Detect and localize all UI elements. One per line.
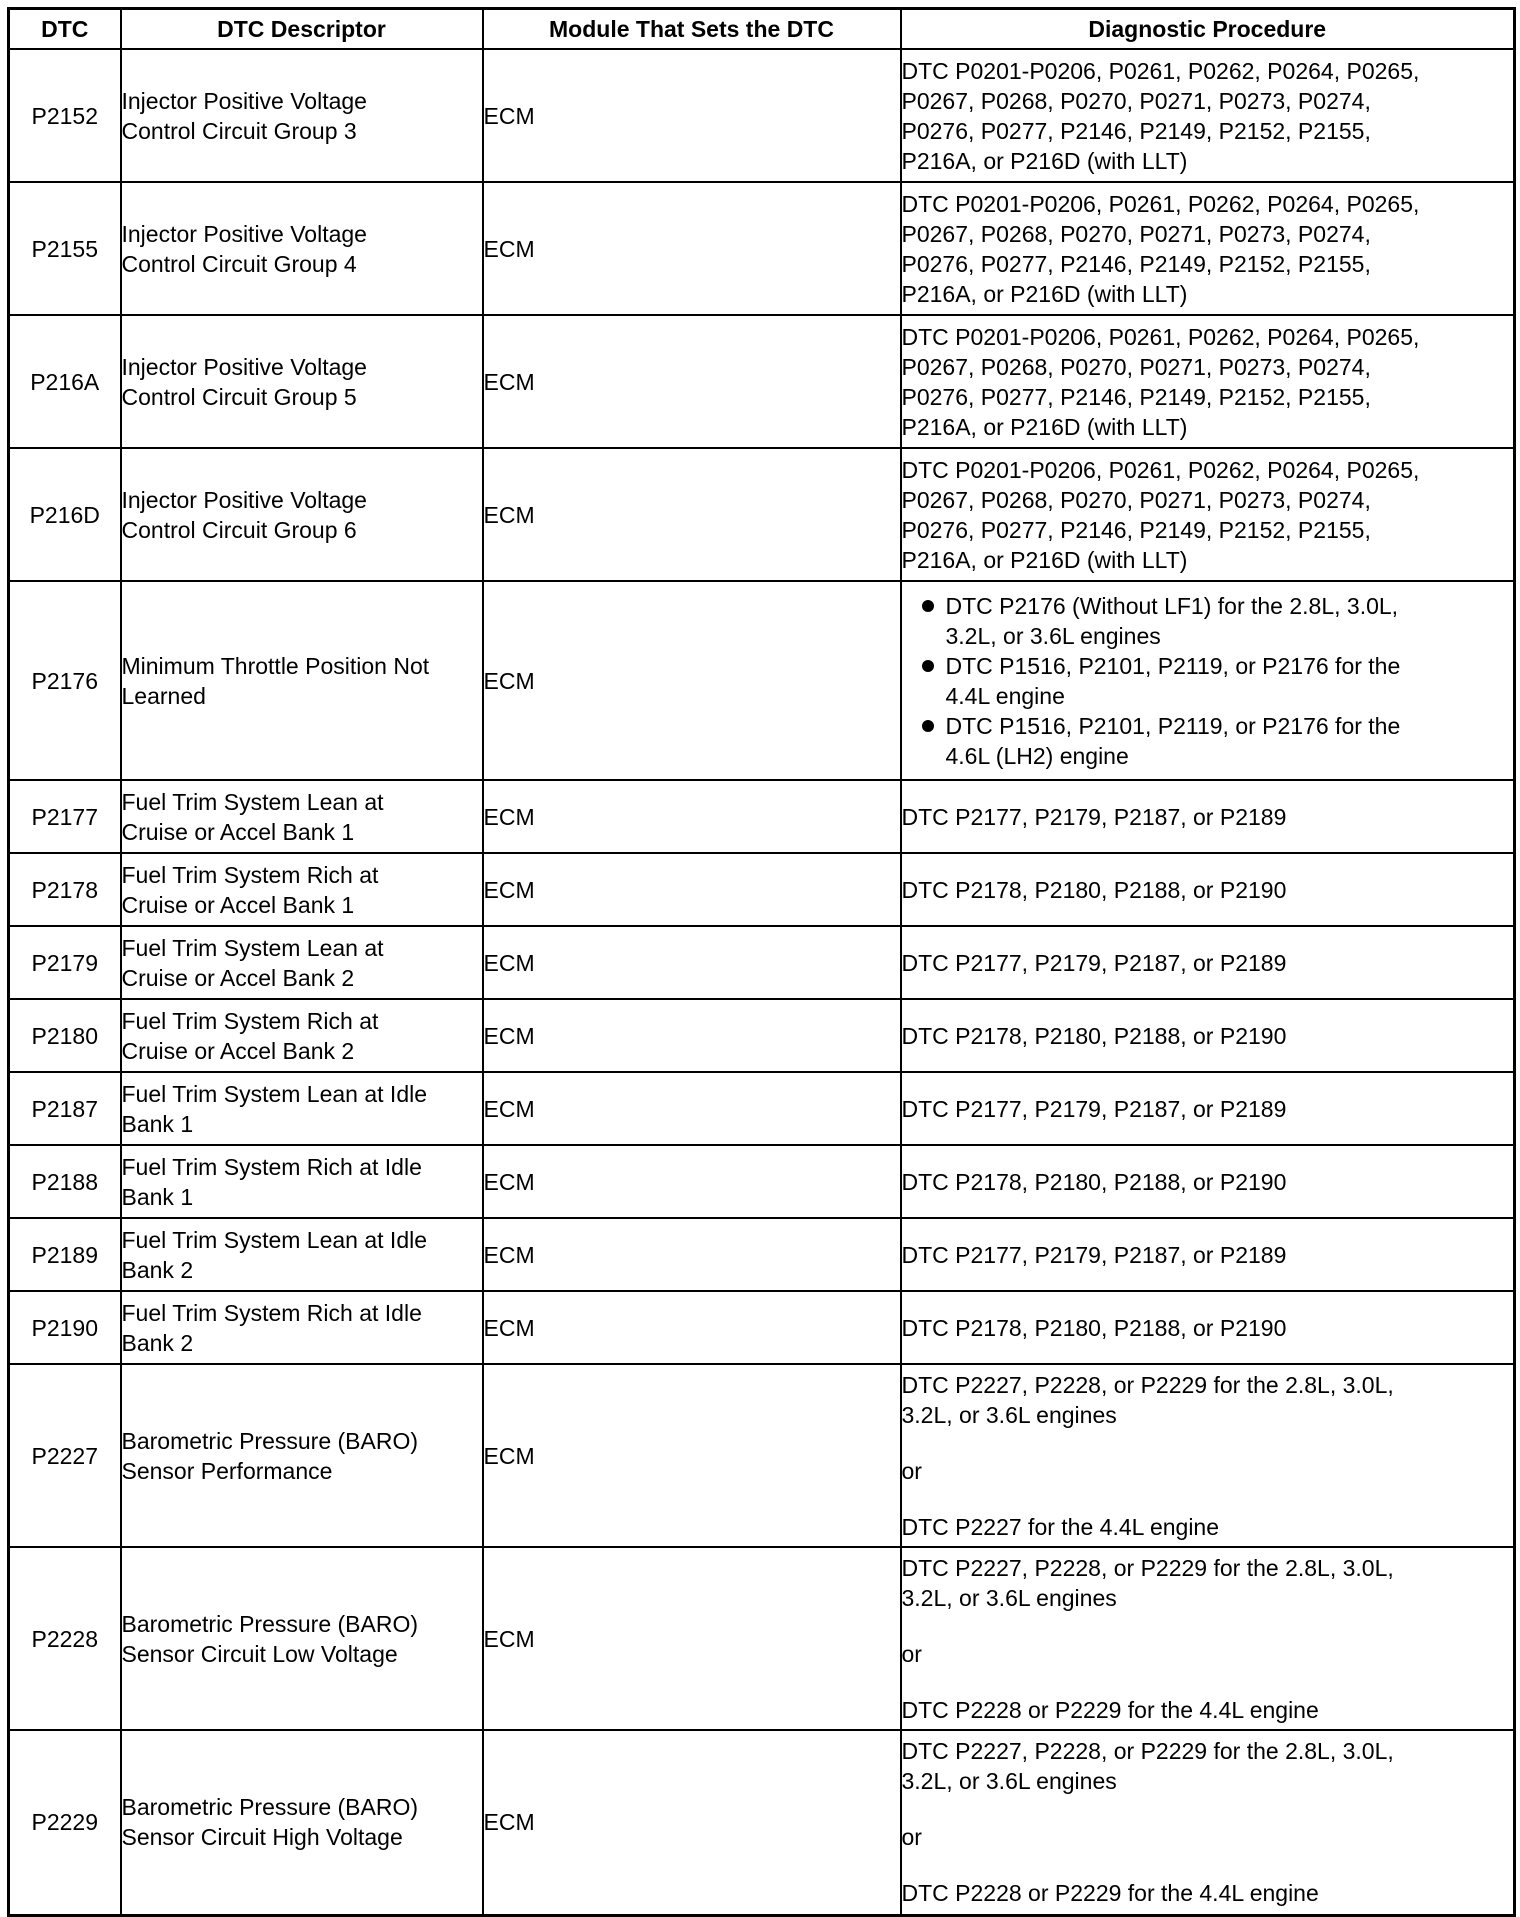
descriptor-line: Fuel Trim System Rich at	[121, 1007, 379, 1034]
dtc-code-cell: P2189	[9, 1218, 121, 1291]
dtc-code-cell: P2227	[9, 1364, 121, 1547]
table-row	[9, 999, 1515, 1072]
descriptor-line: Barometric Pressure (BARO)	[121, 1610, 419, 1637]
descriptor-cell	[121, 315, 483, 448]
table-row	[9, 1145, 1515, 1218]
module-cell: ECM	[483, 926, 901, 999]
procedure-line: DTC P2227, P2228, or P2229 for the 2.8L, 3.0L,	[901, 1738, 1394, 1765]
procedure-line: DTC P2227 for the 4.4L engine	[901, 1513, 1220, 1540]
procedure-line: P216A, or P216D (with LLT)	[901, 147, 1188, 174]
procedure-line: P0276, P0277, P2146, P2149, P2152, P2155,	[901, 516, 1371, 543]
procedure-line: or	[901, 1640, 922, 1667]
procedure-line: 4.4L engine	[945, 682, 1065, 709]
descriptor-cell	[121, 926, 483, 999]
descriptor-cell	[121, 49, 483, 182]
procedure-line: DTC P0201-P0206, P0261, P0262, P0264, P0265,	[901, 323, 1420, 350]
descriptor-line: Sensor Circuit High Voltage	[121, 1824, 403, 1851]
procedure-line: DTC P2176 (Without LF1) for the 2.8L, 3.0L,	[945, 592, 1399, 619]
procedure-cell	[901, 1072, 1515, 1145]
procedure-line: or	[901, 1824, 922, 1851]
module-cell: ECM	[483, 1364, 901, 1547]
dtc-code-cell: P216A	[9, 315, 121, 448]
table-row	[9, 853, 1515, 926]
module-cell: ECM	[483, 448, 901, 581]
table-row	[9, 581, 1515, 780]
procedure-line: DTC P2178, P2180, P2188, or P2190	[901, 876, 1287, 903]
dtc-code-cell: P2187	[9, 1072, 121, 1145]
descriptor-cell	[121, 448, 483, 581]
table-header-row	[9, 9, 1515, 50]
procedure-line: P216A, or P216D (with LLT)	[901, 413, 1188, 440]
procedure-line: DTC P2227, P2228, or P2229 for the 2.8L, 3.0L,	[901, 1554, 1394, 1581]
dtc-code-cell: P2178	[9, 853, 121, 926]
descriptor-line: Fuel Trim System Rich at Idle	[121, 1153, 422, 1180]
procedure-bullet-item	[902, 651, 1514, 711]
procedure-bullet-item	[902, 711, 1514, 771]
module-cell: ECM	[483, 1072, 901, 1145]
procedure-line: 3.2L, or 3.6L engines	[901, 1401, 1117, 1428]
table-row	[9, 1730, 1515, 1915]
procedure-line: DTC P2228 or P2229 for the 4.4L engine	[901, 1696, 1319, 1723]
paragraph-gap	[902, 1852, 1514, 1878]
procedure-line: DTC P0201-P0206, P0261, P0262, P0264, P0265,	[901, 456, 1420, 483]
procedure-line: P0267, P0268, P0270, P0271, P0273, P0274,	[901, 220, 1371, 247]
procedure-cell	[901, 926, 1515, 999]
procedure-cell	[901, 999, 1515, 1072]
procedure-line: DTC P2227, P2228, or P2229 for the 2.8L, 3.0L,	[901, 1371, 1394, 1398]
table-row	[9, 182, 1515, 315]
dtc-table	[7, 7, 1516, 1917]
bullet-dot-icon	[922, 660, 934, 672]
procedure-line: DTC P0201-P0206, P0261, P0262, P0264, P0265,	[901, 190, 1420, 217]
table-row	[9, 1072, 1515, 1145]
descriptor-line: Injector Positive Voltage	[121, 220, 367, 247]
descriptor-line: Injector Positive Voltage	[121, 486, 367, 513]
descriptor-cell	[121, 581, 483, 780]
descriptor-line: Learned	[121, 682, 206, 709]
procedure-line: DTC P2228 or P2229 for the 4.4L engine	[901, 1880, 1319, 1907]
module-cell: ECM	[483, 1291, 901, 1364]
procedure-cell	[901, 1145, 1515, 1218]
descriptor-line: Bank 2	[121, 1256, 194, 1283]
table-row	[9, 780, 1515, 853]
paragraph-gap	[902, 1796, 1514, 1822]
descriptor-line: Fuel Trim System Lean at	[121, 934, 384, 961]
procedure-cell	[901, 780, 1515, 853]
descriptor-line: Control Circuit Group 4	[121, 250, 357, 277]
header-dtc: DTC	[9, 9, 121, 50]
procedure-bullet-item	[902, 591, 1514, 651]
table-body	[9, 49, 1515, 1915]
dtc-code-cell: P2188	[9, 1145, 121, 1218]
dtc-code-cell: P2176	[9, 581, 121, 780]
procedure-line: DTC P2177, P2179, P2187, or P2189	[901, 1095, 1287, 1122]
table-row	[9, 1291, 1515, 1364]
procedure-line: P0267, P0268, P0270, P0271, P0273, P0274,	[901, 87, 1371, 114]
procedure-cell	[901, 182, 1515, 315]
descriptor-cell	[121, 1072, 483, 1145]
dtc-code-cell: P2155	[9, 182, 121, 315]
descriptor-line: Barometric Pressure (BARO)	[121, 1427, 419, 1454]
table-row	[9, 1547, 1515, 1730]
dtc-code-cell: P2190	[9, 1291, 121, 1364]
paragraph-gap	[902, 1486, 1514, 1512]
procedure-cell	[901, 1364, 1515, 1547]
dtc-code-cell: P2229	[9, 1730, 121, 1915]
procedure-line: DTC P2177, P2179, P2187, or P2189	[901, 803, 1287, 830]
procedure-line: P216A, or P216D (with LLT)	[901, 546, 1188, 573]
procedure-line: DTC P1516, P2101, P2119, or P2176 for the	[945, 652, 1401, 679]
dtc-code-cell: P2152	[9, 49, 121, 182]
descriptor-line: Bank 2	[121, 1329, 194, 1356]
descriptor-cell	[121, 182, 483, 315]
paragraph-gap	[902, 1613, 1514, 1639]
bullet-dot-icon	[922, 600, 934, 612]
module-cell: ECM	[483, 1547, 901, 1730]
descriptor-line: Fuel Trim System Lean at Idle	[121, 1226, 428, 1253]
dtc-table-sheet	[7, 7, 1513, 1917]
descriptor-line: Control Circuit Group 5	[121, 383, 357, 410]
dtc-code-cell: P2180	[9, 999, 121, 1072]
procedure-line: DTC P2178, P2180, P2188, or P2190	[901, 1168, 1287, 1195]
descriptor-line: Sensor Performance	[121, 1457, 333, 1484]
procedure-cell	[901, 1218, 1515, 1291]
descriptor-line: Sensor Circuit Low Voltage	[121, 1640, 398, 1667]
bullet-dot-icon	[922, 720, 934, 732]
procedure-line: DTC P2177, P2179, P2187, or P2189	[901, 949, 1287, 976]
module-cell: ECM	[483, 1145, 901, 1218]
descriptor-cell	[121, 1364, 483, 1547]
procedure-line: 3.2L, or 3.6L engines	[901, 1584, 1117, 1611]
procedure-line: 3.2L, or 3.6L engines	[901, 1768, 1117, 1795]
paragraph-gap	[902, 1669, 1514, 1695]
header-descriptor: DTC Descriptor	[121, 9, 483, 50]
procedure-line: DTC P0201-P0206, P0261, P0262, P0264, P0265,	[901, 57, 1420, 84]
module-cell: ECM	[483, 780, 901, 853]
descriptor-line: Cruise or Accel Bank 1	[121, 818, 355, 845]
descriptor-line: Fuel Trim System Lean at Idle	[121, 1080, 428, 1107]
module-cell: ECM	[483, 49, 901, 182]
descriptor-cell	[121, 853, 483, 926]
module-cell: ECM	[483, 1730, 901, 1915]
module-cell: ECM	[483, 182, 901, 315]
descriptor-cell	[121, 1291, 483, 1364]
procedure-cell	[901, 1547, 1515, 1730]
procedure-line: DTC P2178, P2180, P2188, or P2190	[901, 1022, 1287, 1049]
procedure-line: P0267, P0268, P0270, P0271, P0273, P0274,	[901, 486, 1371, 513]
module-cell: ECM	[483, 999, 901, 1072]
procedure-bullet-list	[902, 591, 1514, 771]
descriptor-line: Fuel Trim System Rich at Idle	[121, 1299, 422, 1326]
procedure-cell	[901, 853, 1515, 926]
dtc-code-cell: P2228	[9, 1547, 121, 1730]
module-cell: ECM	[483, 581, 901, 780]
table-row	[9, 49, 1515, 182]
procedure-cell	[901, 448, 1515, 581]
procedure-cell	[901, 49, 1515, 182]
descriptor-line: Cruise or Accel Bank 2	[121, 1037, 355, 1064]
table-row	[9, 1218, 1515, 1291]
descriptor-cell	[121, 1218, 483, 1291]
descriptor-cell	[121, 1145, 483, 1218]
procedure-cell	[901, 315, 1515, 448]
procedure-line: P216A, or P216D (with LLT)	[901, 280, 1188, 307]
procedure-line: 3.2L, or 3.6L engines	[945, 622, 1161, 649]
procedure-line: DTC P1516, P2101, P2119, or P2176 for the	[945, 712, 1401, 739]
module-cell: ECM	[483, 1218, 901, 1291]
descriptor-line: Injector Positive Voltage	[121, 353, 367, 380]
procedure-line: 4.6L (LH2) engine	[945, 742, 1129, 769]
descriptor-line: Control Circuit Group 6	[121, 516, 357, 543]
table-row	[9, 926, 1515, 999]
dtc-code-cell: P216D	[9, 448, 121, 581]
procedure-cell	[901, 1291, 1515, 1364]
descriptor-cell	[121, 780, 483, 853]
header-procedure: Diagnostic Procedure	[901, 9, 1515, 50]
table-row	[9, 448, 1515, 581]
descriptor-cell	[121, 1547, 483, 1730]
descriptor-line: Minimum Throttle Position Not	[121, 652, 430, 679]
descriptor-line: Barometric Pressure (BARO)	[121, 1794, 419, 1821]
paragraph-gap	[902, 1430, 1514, 1456]
procedure-line: DTC P2177, P2179, P2187, or P2189	[901, 1241, 1287, 1268]
procedure-line: P0276, P0277, P2146, P2149, P2152, P2155,	[901, 117, 1371, 144]
procedure-cell	[901, 581, 1515, 780]
procedure-line: or	[901, 1457, 922, 1484]
module-cell: ECM	[483, 853, 901, 926]
descriptor-cell	[121, 999, 483, 1072]
descriptor-line: Cruise or Accel Bank 2	[121, 964, 355, 991]
procedure-line: P0276, P0277, P2146, P2149, P2152, P2155,	[901, 383, 1371, 410]
dtc-code-cell: P2177	[9, 780, 121, 853]
procedure-cell	[901, 1730, 1515, 1915]
table-row	[9, 1364, 1515, 1547]
procedure-line: DTC P2178, P2180, P2188, or P2190	[901, 1314, 1287, 1341]
descriptor-line: Cruise or Accel Bank 1	[121, 891, 355, 918]
descriptor-line: Fuel Trim System Lean at	[121, 788, 384, 815]
descriptor-cell	[121, 1730, 483, 1915]
descriptor-line: Fuel Trim System Rich at	[121, 861, 379, 888]
procedure-line: P0267, P0268, P0270, P0271, P0273, P0274,	[901, 353, 1371, 380]
module-cell: ECM	[483, 315, 901, 448]
descriptor-line: Injector Positive Voltage	[121, 87, 367, 114]
descriptor-line: Bank 1	[121, 1183, 194, 1210]
dtc-code-cell: P2179	[9, 926, 121, 999]
descriptor-line: Control Circuit Group 3	[121, 117, 357, 144]
table-row	[9, 315, 1515, 448]
descriptor-line: Bank 1	[121, 1110, 194, 1137]
header-module: Module That Sets the DTC	[483, 9, 901, 50]
procedure-line: P0276, P0277, P2146, P2149, P2152, P2155,	[901, 250, 1371, 277]
